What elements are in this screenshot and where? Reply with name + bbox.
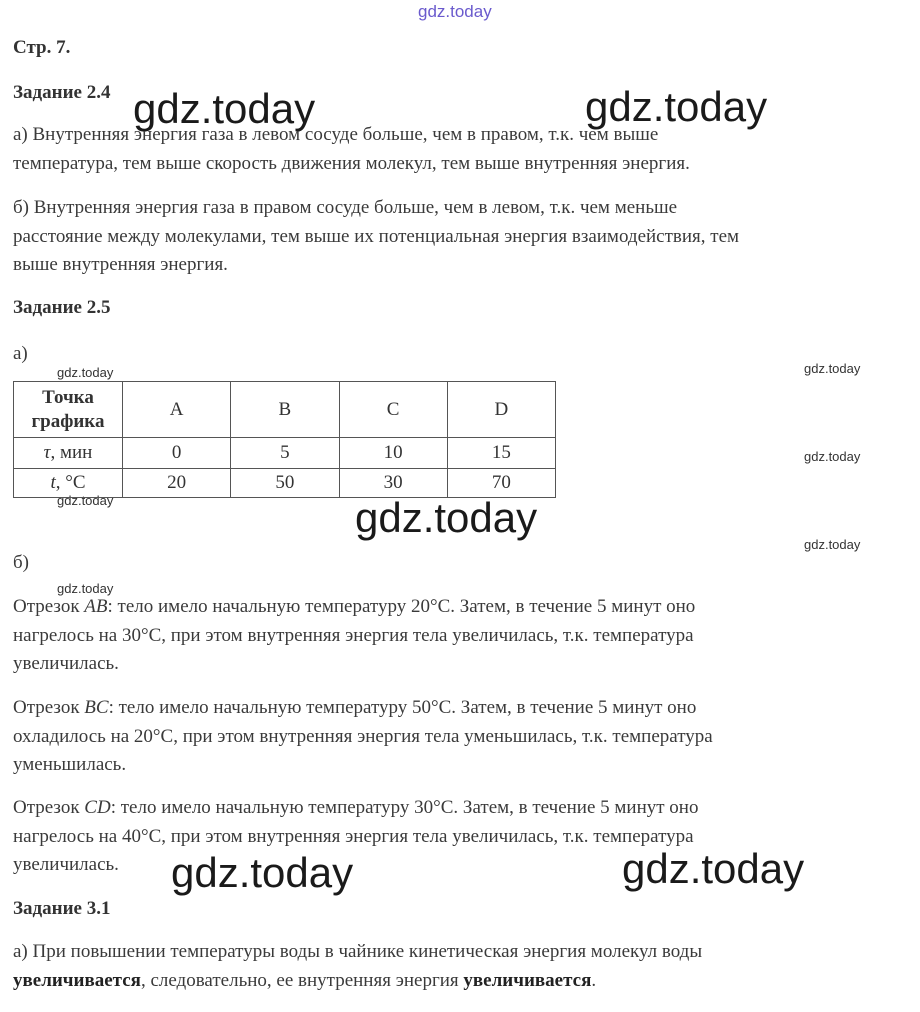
row-label-t: [14, 469, 123, 498]
header-line: графика: [31, 410, 105, 432]
watermark-small: gdz.today: [804, 449, 861, 464]
text-fragment: : тело имело начальную температуру 30°С. Затем, в течение 5 минут оно: [110, 797, 699, 818]
table-row: [14, 382, 556, 438]
task-2-4-heading: Задание 2.4: [13, 82, 111, 103]
text-line: а) Внутренняя энергия газа в левом сосуде больше, чем в правом, т.к. чем выше: [13, 124, 659, 145]
task-2-4-part-a: [13, 121, 906, 178]
watermark-large: gdz.today: [133, 85, 316, 132]
point-label: A: [123, 382, 231, 438]
text-line: нагрелось на 40°С, при этом внутренняя энергия тела увеличилась, т.к. температура: [13, 825, 694, 847]
table-header-cell: [14, 382, 123, 438]
text-line: б) Внутренняя энергия газа в правом сосуде больше, чем в левом, т.к. чем меньше: [13, 197, 678, 218]
watermark-large: gdz.today: [355, 494, 538, 541]
table-row: [14, 469, 556, 498]
text-fragment: .: [591, 969, 597, 991]
task-3-1-part-a: [13, 938, 906, 995]
table-cell: 0: [123, 438, 231, 469]
watermark-small: gdz.today: [804, 537, 861, 552]
part-a-label: а): [13, 343, 28, 364]
point-label: B: [231, 382, 339, 438]
text-line: уменьшилась.: [13, 754, 127, 775]
task-2-5-heading: Задание 2.5: [13, 297, 111, 318]
segment-name: CD: [84, 797, 111, 818]
segment-prefix: Отрезок: [13, 596, 85, 617]
segment-name: BC: [84, 697, 109, 718]
t-unit: , °С: [55, 472, 86, 493]
text-line: увеличилась.: [13, 653, 119, 674]
t-symbol: t: [50, 472, 56, 493]
point-label: C: [339, 382, 447, 438]
segment-bc-text: [13, 694, 906, 780]
segment-name: AB: [84, 596, 108, 617]
text-fragment: : тело имело начальную температуру 50°С. Затем, в течение 5 минут оно: [108, 697, 697, 718]
watermark-small: gdz.today: [57, 493, 114, 508]
watermark-small: gdz.today: [57, 581, 114, 596]
text-line: расстояние между молекулами, тем выше их потенциальная энергия взаимодействия, тем: [13, 225, 740, 247]
points-table: [13, 381, 556, 498]
table-cell: 10: [339, 438, 447, 469]
watermark-small: gdz.today: [804, 361, 861, 376]
part-b-label: б): [13, 552, 29, 573]
text-line: [13, 593, 906, 622]
text-line: [13, 694, 906, 723]
segment-cd-text: [13, 794, 906, 880]
watermark-large: gdz.today: [171, 849, 354, 896]
text-line: [13, 967, 906, 996]
text-line: а) При повышении температуры воды в чайнике кинетическая энергия молекул воды: [13, 941, 703, 962]
table-cell: 15: [447, 438, 555, 469]
text-line: температура, тем выше скорость движения молекул, тем выше внутренняя энергия.: [13, 152, 690, 174]
text-line: увеличилась.: [13, 854, 119, 875]
watermark-large: gdz.today: [622, 845, 805, 892]
text-fragment: : тело имело начальную температуру 20°С. Затем, в течение 5 минут оно: [107, 596, 696, 617]
emphasis-text: увеличивается: [13, 969, 141, 991]
table-cell: 50: [231, 469, 339, 498]
text-fragment: , следовательно, ее внутренняя энергия: [140, 969, 464, 991]
watermark-small: gdz.today: [57, 365, 114, 380]
table-row: [14, 438, 556, 469]
table-cell: 5: [231, 438, 339, 469]
text-line: выше внутренняя энергия.: [13, 254, 228, 275]
page-label: Стр. 7.: [13, 37, 71, 58]
header-line: Точка: [42, 386, 94, 408]
table-cell: 20: [123, 469, 231, 498]
task-2-4-part-b: [13, 194, 906, 280]
segment-prefix: Отрезок: [13, 797, 85, 818]
text-line: нагрелось на 30°С, при этом внутренняя энергия тела увеличилась, т.к. температура: [13, 624, 694, 646]
text-line: [13, 794, 906, 823]
emphasis-text: увеличивается: [463, 969, 592, 991]
table-cell: 70: [447, 469, 555, 498]
tau-symbol: τ: [43, 442, 51, 463]
text-line: охладилось на 20°С, при этом внутренняя энергия тела уменьшилась, т.к. температура: [13, 725, 713, 747]
task-3-1-heading: Задание 3.1: [13, 898, 111, 919]
tau-unit: , мин: [50, 442, 93, 463]
segment-prefix: Отрезок: [13, 697, 85, 718]
table-cell: 30: [339, 469, 447, 498]
row-label-tau: [14, 438, 123, 469]
point-label: D: [447, 382, 555, 438]
segment-ab-text: [13, 593, 906, 679]
watermark-large: gdz.today: [585, 83, 768, 130]
watermark-top: gdz.today: [418, 2, 492, 21]
